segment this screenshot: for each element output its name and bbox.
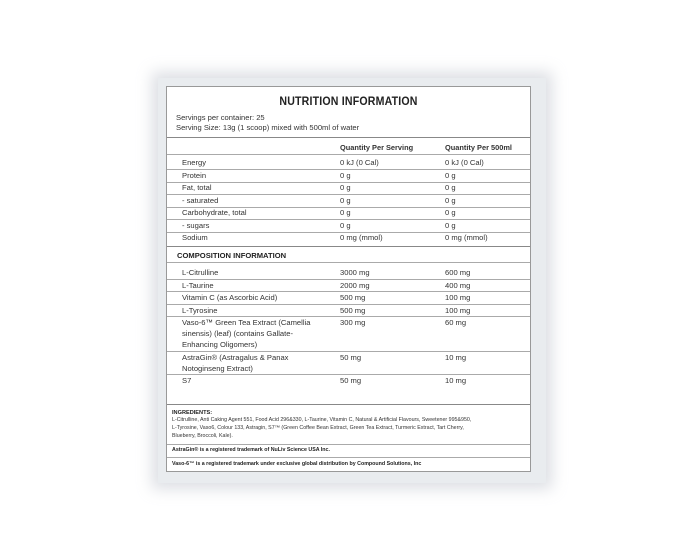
qty-per-serving: 0 mg (mmol) (340, 233, 383, 242)
qty-per-500ml: 0 mg (mmol) (445, 233, 488, 242)
servings-per-container: Servings per container: 25 (176, 113, 265, 122)
ingredient-name (182, 268, 218, 279)
ingredient-name (182, 353, 288, 375)
nutrient-name: Sodium (182, 233, 208, 242)
ingredients-title: INGREDIENTS: (172, 410, 213, 416)
ingredient-name (182, 318, 310, 351)
divider (167, 137, 530, 138)
qty-per-serving: 0 g (340, 195, 351, 205)
serving-size: Serving Size: 13g (1 scoop) mixed with 500ml of water (176, 123, 360, 132)
divider (167, 457, 530, 458)
ingredients-line: L-Citrulline, Anti Caking Agent 551, Food Acid 296&330, L-Taurine, Vitamin C, Natural & Artificial Flavours, Sweetener 995&950, (172, 417, 472, 423)
qty-per-serving: 500 mg (340, 293, 366, 302)
qty-per-500ml: 0 kJ (0 Cal) (445, 158, 484, 167)
nutrient-name: Fat, total (182, 183, 212, 192)
header-per-serving: Quantity Per Serving (340, 143, 414, 152)
ingredient-name-line: Enhancing Oligomers) (182, 340, 258, 349)
ingredient-name (182, 281, 214, 292)
qty-per-serving: 50 mg (340, 352, 362, 362)
ingredient-name-line: AstraGin® (Astragalus & Panax (182, 352, 289, 362)
ingredients-line: Blueberry, Broccoli, Kale). (172, 432, 233, 439)
qty-per-500ml: 100 mg (445, 305, 471, 315)
nutrient-name: Energy (182, 158, 207, 167)
qty-per-500ml: 600 mg (445, 268, 471, 277)
qty-per-serving: 2000 mg (340, 280, 370, 290)
label-title: NUTRITION INFORMATION (279, 96, 418, 108)
header-per-500ml: Quantity Per 500ml (445, 143, 512, 152)
qty-per-serving: 300 mg (340, 318, 366, 327)
qty-per-serving: 0 g (340, 208, 351, 217)
nutrient-name: Carbohydrate, total (182, 208, 247, 217)
ingredient-name-line: S7 (182, 376, 192, 385)
astragin-trademark: AstraGin® is a registered trademark of NuLiv Science USA Inc. (172, 447, 330, 453)
qty-per-500ml: 60 mg (445, 318, 467, 327)
qty-per-500ml: 0 g (445, 183, 456, 192)
qty-per-serving: 0 kJ (0 Cal) (340, 158, 379, 167)
qty-per-serving: 50 mg (340, 376, 362, 385)
divider (167, 246, 530, 247)
row-divider (167, 374, 530, 375)
ingredient-name-line: sinensis) (leaf) (contains Gallate- (182, 329, 293, 338)
ingredient-name (182, 293, 277, 304)
composition-title: COMPOSITION INFORMATION (177, 251, 287, 260)
ingredient-name-line: L-Tyrosine (182, 305, 218, 315)
divider (167, 154, 530, 155)
qty-per-500ml: 10 mg (445, 376, 467, 385)
row-divider (167, 279, 530, 280)
nutrient-name: - sugars (182, 220, 210, 230)
nutrient-name: - saturated (182, 195, 219, 205)
ingredient-name-line: L-Taurine (182, 280, 214, 290)
ingredient-name (182, 306, 217, 317)
row-divider (167, 291, 530, 292)
nutrient-name: Protein (182, 170, 207, 180)
qty-per-500ml: 10 mg (445, 352, 467, 362)
vaso6-trademark: Vaso-6™ is a registered trademark under exclusive global distribution by Compound Solutions, Inc (172, 461, 422, 467)
ingredient-name (182, 376, 191, 387)
ingredients-line: L-Tyrosine, Vaso6, Colour 133, Astragin, S7™ (Green Coffee Bean Extract, Green Tea Extract, Turmeric Extract, Tart Cherry, (172, 424, 464, 431)
ingredient-name-line: Vitamin C (as Ascorbic Acid) (182, 293, 278, 302)
qty-per-500ml: 400 mg (445, 280, 471, 290)
nutrition-label (166, 86, 531, 472)
qty-per-serving: 3000 mg (340, 268, 370, 277)
ingredient-name-line: Vaso-6™ Green Tea Extract (Camellia (182, 318, 311, 327)
qty-per-500ml: 0 g (445, 195, 456, 205)
qty-per-500ml: 0 g (445, 170, 456, 180)
qty-per-500ml: 0 g (445, 220, 456, 230)
qty-per-500ml: 0 g (445, 208, 456, 217)
qty-per-serving: 0 g (340, 183, 351, 192)
ingredients-text (172, 417, 524, 440)
row-divider (167, 304, 530, 305)
divider (167, 262, 530, 263)
ingredient-name-line: L-Citrulline (182, 268, 219, 277)
qty-per-serving: 0 g (340, 170, 351, 180)
divider (167, 444, 530, 445)
row-divider (167, 351, 530, 352)
qty-per-serving: 500 mg (340, 305, 366, 315)
ingredient-name-line: Notoginseng Extract) (182, 363, 253, 373)
qty-per-serving: 0 g (340, 220, 351, 230)
row-divider (167, 316, 530, 317)
qty-per-500ml: 100 mg (445, 293, 471, 302)
divider (167, 404, 530, 405)
